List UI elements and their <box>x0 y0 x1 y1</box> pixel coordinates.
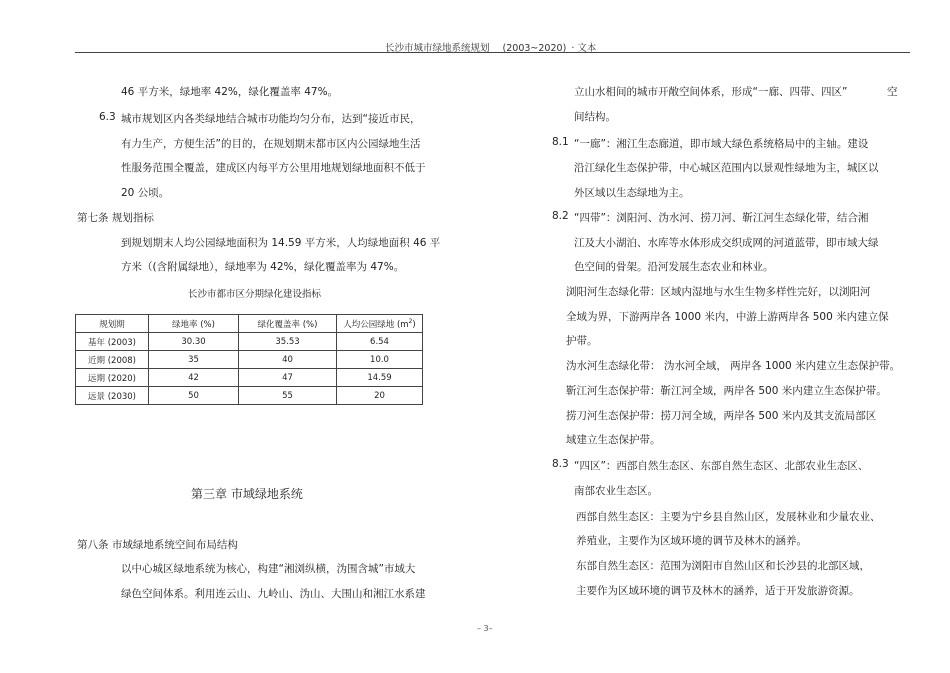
text-line: 域建立生态保护带。 <box>566 434 661 446</box>
section-number: 8.2 <box>552 210 569 222</box>
text-line: 20 公顷。 <box>121 187 170 199</box>
chapter-title: 第三章 市域绿地系统 <box>191 487 303 501</box>
article-heading: 第七条 规划指标 <box>77 212 154 224</box>
text-line: 西部自然生态区：主要为宁乡县自然山区，发展林业和少量农业、 <box>576 511 881 523</box>
text-line: 色空间的骨架。沿河发展生态农业和林业。 <box>574 261 774 273</box>
unit-close: ) <box>412 319 416 330</box>
table-cell: 6.54 <box>337 333 423 351</box>
text-line: 主要作为区域环境的调节及林木的涵养，适于开发旅游资源。 <box>576 585 860 597</box>
table-cell: 35.53 <box>239 333 337 351</box>
header-cell: 绿化覆盖率 (%) <box>239 315 337 333</box>
text-line: 江及大小湖泊、水库等水体形成交织成网的河道蓝带，即市域大绿 <box>574 237 879 249</box>
page-number: – 3– <box>477 624 493 633</box>
text-line: 南部农业生态区。 <box>574 485 658 497</box>
table-cell: 40 <box>239 351 337 369</box>
table-cell: 42 <box>149 369 239 387</box>
text-line: 护带。 <box>566 335 598 347</box>
table-cell: 远期 (2020) <box>76 369 149 387</box>
table-cell: 14.59 <box>337 369 423 387</box>
section-number: 8.3 <box>552 458 569 470</box>
text-line: 空 <box>887 86 898 98</box>
table-row <box>76 333 423 351</box>
text-line: 靳江河生态保护带：靳江河全域，两岸各 500 米内建立生态保护带。 <box>566 385 887 397</box>
table-row <box>76 387 423 405</box>
text-line: 浏阳河生态绿化带：区域内湿地与水生生物多样性完好，以浏阳河 <box>566 286 871 298</box>
header-cell: 绿地率 (%) <box>149 315 239 333</box>
header-title: 长沙市城市绿地系统规划 <box>385 43 490 54</box>
table-header-row <box>76 315 423 333</box>
text-line: 绿色空间体系。利用连云山、九岭山、沩山、大围山和湘江水系建 <box>121 588 426 600</box>
text-line: 养殖业，主要作为区域环境的调节及林木的涵养。 <box>576 535 807 547</box>
text-line: 东部自然生态区：范围为浏阳市自然山区和长沙县的北部区域， <box>576 560 870 572</box>
table-row <box>76 351 423 369</box>
text-line: 到规划期末人均公园绿地面积为 14.59 平方米，人均绿地面积 46 平 <box>121 237 441 249</box>
unit-superscript: 2 <box>408 317 413 325</box>
header-cell-text: 人均公园绿地 <box>343 319 395 330</box>
text-line: 以中心城区绿地系统为核心，构建“湘浏纵横，沩围含城”市域大 <box>121 563 416 575</box>
table-cell: 20 <box>337 387 423 405</box>
text-line: “一廊”：湘江生态廊道，即市域大绿色系统格局中的主轴。建设 <box>574 138 869 150</box>
section-number: 8.1 <box>552 136 569 148</box>
table-cell: 30.30 <box>149 333 239 351</box>
table-cell: 47 <box>239 369 337 387</box>
unit: (m <box>396 319 409 330</box>
header-suffix: · 文本 <box>571 43 597 54</box>
header-period: (2003~2020) <box>502 43 567 54</box>
indicator-table <box>75 314 423 405</box>
text-line: 间结构。 <box>574 111 616 123</box>
text-line: 沿江绿化生态保护带，中心城区范围内以景观性绿地为主，城区以 <box>574 162 879 174</box>
table-cell: 35 <box>149 351 239 369</box>
header-rule <box>75 52 910 53</box>
section-number: 6.3 <box>99 111 116 123</box>
table-cell: 远景 (2030) <box>76 387 149 405</box>
text-line: 立山水相间的城市开敞空间体系，形成“一廊、四带、四区” <box>574 86 848 98</box>
text-line: 性服务范围全覆盖，建成区内每平方公里用地规划绿地面积不低于 <box>121 162 426 174</box>
table-cell: 55 <box>239 387 337 405</box>
table-cell: 近期 (2008) <box>76 351 149 369</box>
table-cell: 基年 (2003) <box>76 333 149 351</box>
table-row <box>76 369 423 387</box>
text-line: “四区”：西部自然生态区、东部自然生态区、北部农业生态区、 <box>574 460 869 472</box>
table-title: 长沙市都市区分期绿化建设指标 <box>188 289 322 300</box>
text-line: 有力生产，方便生活”的目的，在规划期末都市区内公园绿地生活 <box>121 138 421 150</box>
table-cell: 10.0 <box>337 351 423 369</box>
text-line: 外区域以生态绿地为主。 <box>574 187 690 199</box>
header-cell: 规划期 <box>76 315 149 333</box>
text-line: 捞刀河生态保护带：捞刀河全域，两岸各 500 米内及其支流局部区 <box>566 410 877 422</box>
header-cell <box>337 315 423 333</box>
text-line: 46 平方米，绿地率 42%，绿化覆盖率 47%。 <box>121 86 339 98</box>
article-heading: 第八条 市域绿地系统空间布局结构 <box>77 539 238 551</box>
table-cell: 50 <box>149 387 239 405</box>
text-line: 全域为界，下游两岸各 1000 米内，中游上游两岸各 500 米内建立保 <box>566 311 889 323</box>
text-line: 城市规划区内各类绿地结合城市功能均匀分布，达到“接近市民， <box>121 113 421 125</box>
text-line: “四带”：浏阳河、沩水河、捞刀河、靳江河生态绿化带，结合湘 <box>574 212 869 224</box>
text-line: 沩水河生态绿化带： 沩水河全域， 两岸各 1000 米内建立生态保护带。 <box>566 360 901 372</box>
text-line: 方米（(含附属绿地），绿地率为 42%，绿化覆盖率为 47%。 <box>121 261 405 273</box>
